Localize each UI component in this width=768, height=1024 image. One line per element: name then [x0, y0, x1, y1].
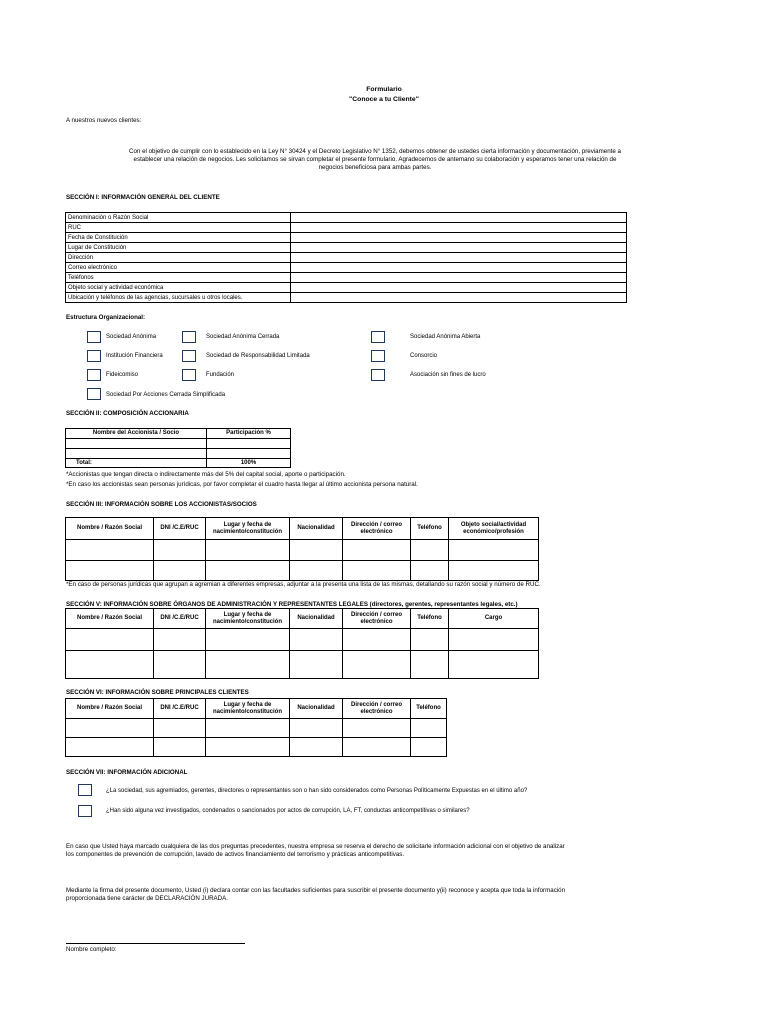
input-cell[interactable] — [206, 651, 290, 679]
input-cell[interactable] — [449, 540, 539, 561]
header-cell: DNI /C.E/RUC — [154, 609, 206, 629]
section3-table — [65, 517, 539, 581]
input-cell[interactable] — [411, 738, 447, 757]
section2-table — [65, 428, 291, 468]
header-cell: Nombre / Razón Social — [66, 518, 154, 540]
input-cell[interactable] — [66, 540, 154, 561]
input-cell[interactable] — [66, 651, 154, 679]
header-cell: Lugar y fecha de nacimiento/constitución — [206, 518, 290, 540]
input-cell[interactable] — [343, 540, 411, 561]
header-cell: DNI /C.E/RUC — [154, 518, 206, 540]
section1-table — [65, 212, 627, 303]
input-cell[interactable] — [154, 738, 206, 757]
input-cell[interactable] — [154, 719, 206, 738]
paragraph-line: En caso que Usted haya marcado cualquiera de las dos preguntas precedentes, nuestra empresa se reserva el derecho de solicitarle información adicional con el objetivo de analizar — [66, 843, 565, 850]
field-label: Teléfonos — [66, 273, 291, 283]
header-cell: Lugar y fecha de nacimiento/constitución — [206, 609, 290, 629]
fideicomiso-checkbox[interactable] — [87, 369, 101, 381]
input-cell[interactable] — [411, 719, 447, 738]
input-cell[interactable] — [66, 449, 207, 459]
input-cell[interactable] — [154, 629, 206, 651]
input-cell[interactable] — [66, 738, 154, 757]
option-label: Fundación — [206, 372, 235, 378]
option-label: Consorcio — [410, 353, 438, 359]
input-cell[interactable] — [154, 540, 206, 561]
field-label: Objeto social y actividad económica — [66, 283, 291, 293]
question-corruption: ¿Han sido alguna vez investigados, condenados o sancionados por actos de corrupción, LA, FT, conductas anticompetitivas o similares? — [106, 808, 470, 814]
input-cell[interactable] — [449, 629, 539, 651]
section1-row — [66, 233, 627, 243]
header-cell: DNI /C.E/RUC — [154, 699, 206, 719]
header-cell: Teléfono — [411, 609, 449, 629]
field-input[interactable] — [291, 263, 627, 273]
estructura-title: Estructura Organizacional: — [66, 314, 146, 321]
input-cell[interactable] — [207, 439, 291, 449]
consorcio-checkbox[interactable] — [371, 350, 385, 362]
section1-row — [66, 273, 627, 283]
section5-table — [65, 608, 539, 679]
input-cell[interactable] — [290, 561, 343, 581]
section1-row — [66, 243, 627, 253]
form-title: Formulario — [366, 86, 402, 93]
field-input[interactable] — [291, 243, 627, 253]
input-cell[interactable] — [449, 561, 539, 581]
section2-note: *Accionistas que tengan directa o indirectamente más del 5% del capital social, aporte o participación. — [66, 471, 346, 478]
header-cell: Nombre / Razón Social — [66, 609, 154, 629]
option-label: Sociedad Anónima Cerrada — [206, 334, 280, 340]
section1-row — [66, 213, 627, 223]
header-cell: Nombre / Razón Social — [66, 699, 154, 719]
input-cell[interactable] — [66, 561, 154, 581]
sac-checkbox[interactable] — [182, 331, 196, 343]
input-cell[interactable] — [290, 540, 343, 561]
input-cell[interactable] — [206, 540, 290, 561]
section5-title: SECCIÓN V: INFORMACIÓN SOBRE ÓRGANOS DE ADMINISTRACIÓN Y REPRESENTANTES LEGALES (directores, gerentes, representantes legales, etc.) — [66, 601, 518, 608]
question-pep: ¿La sociedad, sus agremiados, gerentes, directores o representantes son o han sido considerados como Personas Políticamente Expuestas en el último año? — [106, 788, 528, 794]
saa-checkbox[interactable] — [371, 331, 385, 343]
header-cell: Dirección / correo electrónico — [343, 609, 411, 629]
input-cell[interactable] — [343, 651, 411, 679]
input-cell[interactable] — [154, 561, 206, 581]
section3-note: *En caso de personas jurídicas que agrupan a agremian a diferentes empresas, adjuntar a la presenta una lista de las mismas, detallando su razón social y número de RUC. — [66, 581, 541, 588]
header-cell: Nacionalidad — [290, 699, 343, 719]
header-cell: Lugar y fecha de nacimiento/constitución — [206, 699, 290, 719]
intro-line: Con el objetivo de cumplir con lo establecido en la Ley N° 30424 y el Decreto Legislativo N° 1352, debemos obtener de ustedes cierta información y documentación, previamente a — [129, 148, 621, 155]
field-input[interactable] — [291, 233, 627, 243]
field-label: Ubicación y teléfonos de las agencias, sucursales u otros locales. — [66, 293, 291, 303]
header-cell: Participación % — [207, 429, 291, 439]
sociedad-anonima-checkbox[interactable] — [87, 331, 101, 343]
header-cell: Objeto social/actividad económico/profesión — [449, 518, 539, 540]
declaration-paragraph — [66, 887, 565, 902]
input-cell[interactable] — [66, 719, 154, 738]
institucion-financiera-checkbox[interactable] — [87, 350, 101, 362]
paragraph-line: los componentes de prevención de corrupción, lavado de activos financiamiento del terrorismo y prácticas anticompetitivas. — [66, 850, 405, 858]
intro-line: negocios beneficiosa para ambas partes. — [318, 164, 432, 171]
field-label: Denominación o Razón Social — [66, 213, 291, 223]
section3-title: SECCIÓN III: INFORMACIÓN SOBRE LOS ACCIONISTAS/SOCIOS — [66, 501, 257, 508]
field-label: Correo electrónico — [66, 263, 291, 273]
input-cell[interactable] — [66, 439, 207, 449]
paragraph-line: proporcionada tiene carácter de DECLARACIÓN JURADA. — [66, 894, 228, 902]
option-label: Sociedad Anónima — [106, 334, 157, 340]
input-cell[interactable] — [411, 540, 449, 561]
option-label: Sociedad Por Acciones Cerrada Simplificada — [106, 392, 226, 398]
corruption-checkbox[interactable] — [78, 805, 92, 817]
input-cell[interactable] — [290, 738, 343, 757]
input-cell[interactable] — [207, 449, 291, 459]
header-cell: Nacionalidad — [290, 518, 343, 540]
section1-title: SECCIÓN I: INFORMACIÓN GENERAL DEL CLIENTE — [66, 194, 220, 201]
intro-line: establecer una relación de negocios. Les solicitamos se sirvan completar el presente formulario. Agradecemos de antemano su colaboración y esperamos tener una relación de — [133, 156, 617, 163]
asociacion-checkbox[interactable] — [371, 369, 385, 381]
section6-title: SECCIÓN VI: INFORMACIÓN SOBRE PRINCIPALES CLIENTES — [66, 689, 249, 696]
total-label: Total: — [66, 459, 207, 468]
input-cell[interactable] — [343, 738, 411, 757]
additional-info-paragraph — [66, 843, 565, 858]
input-cell[interactable] — [343, 719, 411, 738]
field-input[interactable] — [291, 273, 627, 283]
field-label: Dirección — [66, 253, 291, 263]
header-cell: Dirección / correo electrónico — [343, 699, 411, 719]
input-cell[interactable] — [206, 738, 290, 757]
field-label: Lugar de Constitución — [66, 243, 291, 253]
input-cell[interactable] — [343, 561, 411, 581]
section1-row — [66, 283, 627, 293]
input-cell[interactable] — [206, 561, 290, 581]
input-cell[interactable] — [154, 651, 206, 679]
field-input[interactable] — [291, 283, 627, 293]
header-cell: Teléfono — [411, 518, 449, 540]
input-cell[interactable] — [290, 719, 343, 738]
header-cell: Dirección / correo electrónico — [343, 518, 411, 540]
input-cell[interactable] — [411, 629, 449, 651]
srl-checkbox[interactable] — [182, 350, 196, 362]
fundacion-checkbox[interactable] — [182, 369, 196, 381]
option-label: Fideicomiso — [106, 372, 139, 378]
section1-row — [66, 263, 627, 273]
header-cell: Nombre del Accionista / Socio — [66, 429, 207, 439]
section1-row — [66, 223, 627, 233]
field-input[interactable] — [291, 223, 627, 233]
header-cell: Teléfono — [411, 699, 447, 719]
intro-paragraph — [60, 148, 690, 172]
section7-title: SECCIÓN VII: INFORMACIÓN ADICIONAL — [66, 769, 188, 776]
pep-checkbox[interactable] — [78, 784, 92, 796]
form-subtitle: "Conoce a tu Cliente" — [349, 96, 419, 103]
input-cell[interactable] — [411, 651, 449, 679]
greeting: A nuestros nuevos clientes: — [66, 117, 142, 124]
header-cell: Nacionalidad — [290, 609, 343, 629]
input-cell[interactable] — [290, 629, 343, 651]
paragraph-line: Mediante la firma del presente documento, Usted (i) declara contar con las facultades suficientes para suscribir el presente documento y(ii) reconoce y acepta que toda la información — [66, 887, 566, 894]
field-input[interactable] — [291, 293, 627, 303]
input-cell[interactable] — [206, 629, 290, 651]
input-cell[interactable] — [66, 629, 154, 651]
section2-title: SECCIÓN II: COMPOSICIÓN ACCIONARIA — [66, 410, 189, 417]
option-label: Asociación sin fines de lucro — [410, 372, 486, 378]
field-input[interactable] — [291, 213, 627, 223]
sacs-checkbox[interactable] — [87, 388, 101, 400]
input-cell[interactable] — [343, 629, 411, 651]
signature-label: Nombre completo: — [66, 946, 117, 953]
signature-line[interactable] — [66, 943, 245, 944]
input-cell[interactable] — [206, 719, 290, 738]
section6-table — [65, 698, 447, 757]
section1-row — [66, 293, 627, 303]
section1-row — [66, 253, 627, 263]
field-label: Fecha de Constitución — [66, 233, 291, 243]
field-input[interactable] — [291, 253, 627, 263]
input-cell[interactable] — [290, 651, 343, 679]
field-label: RUC — [66, 223, 291, 233]
header-cell: Cargo — [449, 609, 539, 629]
option-label: Institución Financiera — [106, 353, 163, 359]
section2-note: *En caso los accionistas sean personas jurídicas, por favor completar el cuadro hasta llegar al último accionista persona natural. — [66, 481, 418, 488]
option-label: Sociedad Anónima Abierta — [410, 334, 481, 340]
option-label: Sociedad de Responsabilidad Limitada — [206, 353, 310, 359]
input-cell[interactable] — [449, 651, 539, 679]
total-value: 100% — [207, 459, 291, 468]
input-cell[interactable] — [411, 561, 449, 581]
